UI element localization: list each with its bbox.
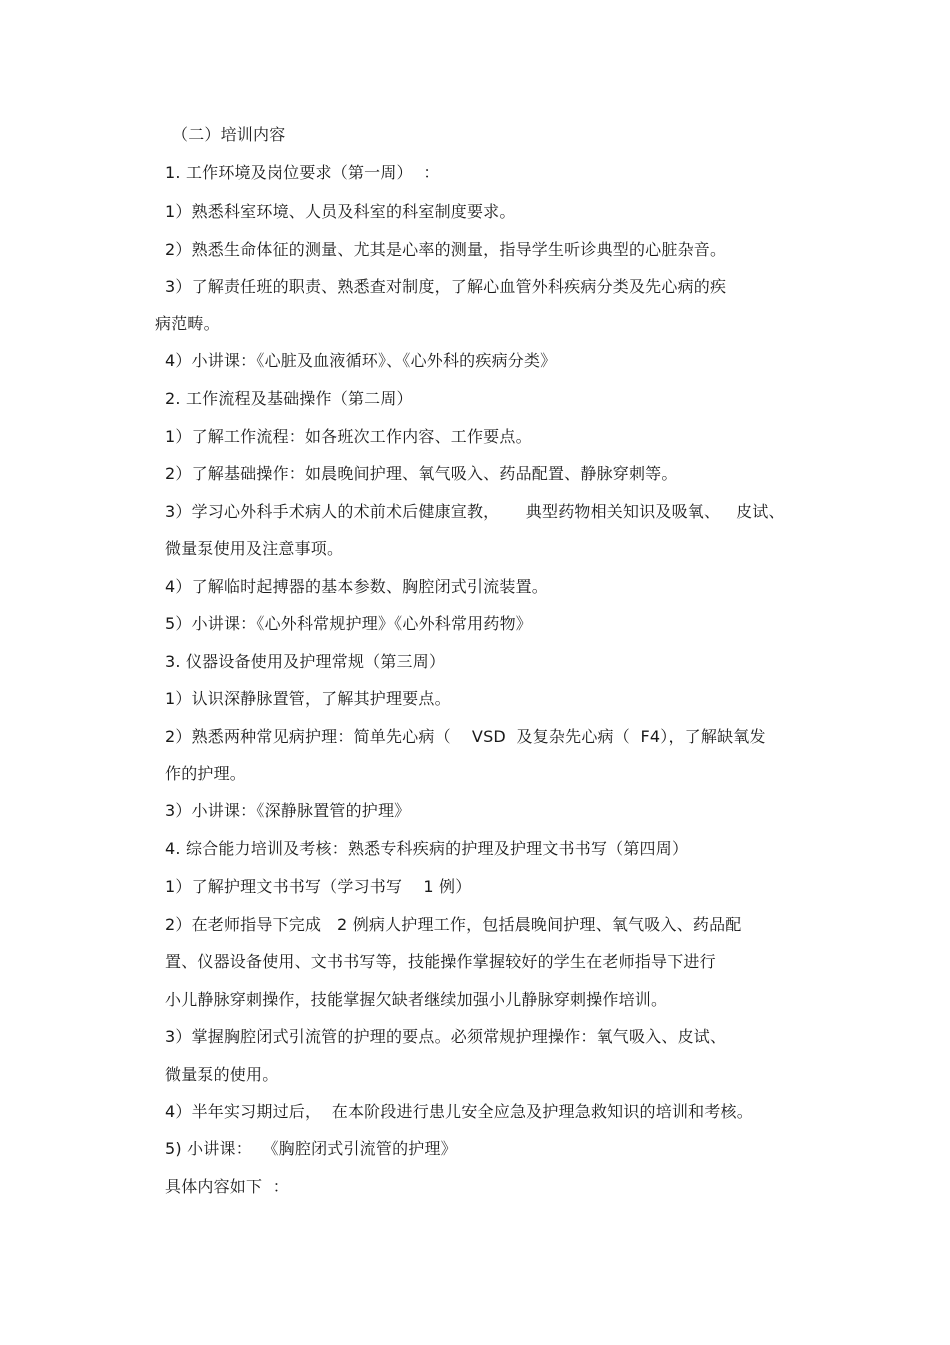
paragraph-line: 3）学习心外科手术病人的术前术后健康宣教， 典型药物相关知识及吸氧、 皮试、 <box>165 502 785 521</box>
week-3-heading: 3. 仪器设备使用及护理常规（第三周） <box>165 652 446 671</box>
paragraph-line: 5）小讲课：《心外科常规护理》《心外科常用药物》 <box>165 614 532 633</box>
paragraph-line: 微量泵的使用。 <box>165 1065 279 1084</box>
week-2-heading: 2. 工作流程及基础操作（第二周） <box>165 389 413 408</box>
paragraph-line: 3）掌握胸腔闭式引流管的护理的要点。必须常规护理操作：氧气吸入、皮试、 <box>165 1027 727 1046</box>
paragraph-line: 2）熟悉生命体征的测量、尤其是心率的测量，指导学生听诊典型的心脏杂音。 <box>165 240 727 259</box>
paragraph-line: 1）熟悉科室环境、人员及科室的科室制度要求。 <box>165 202 516 221</box>
week-4-heading: 4. 综合能力培训及考核：熟悉专科疾病的护理及护理文书书写（第四周） <box>165 839 689 858</box>
week-1-heading: 1. 工作环境及岗位要求（第一周） ： <box>165 163 440 182</box>
paragraph-line: 2）了解基础操作：如晨晚间护理、氧气吸入、药品配置、静脉穿刺等。 <box>165 464 678 483</box>
paragraph-line: 置、仪器设备使用、文书书写等，技能操作掌握较好的学生在老师指导下进行 <box>165 952 716 971</box>
paragraph-line: 4）了解临时起搏器的基本参数、胸腔闭式引流装置。 <box>165 577 548 596</box>
paragraph-line: 4）半年实习期过后， 在本阶段进行患儿安全应急及护理急救知识的培训和考核。 <box>165 1102 753 1121</box>
paragraph-line: 1）了解工作流程：如各班次工作内容、工作要点。 <box>165 427 532 446</box>
paragraph-line: 3）小讲课：《深静脉置管的护理》 <box>165 801 411 820</box>
paragraph-line: 1）认识深静脉置管，了解其护理要点。 <box>165 689 451 708</box>
paragraph-line: 作的护理。 <box>165 764 247 783</box>
section-heading: （二）培训内容 <box>172 125 286 144</box>
paragraph-line: 小儿静脉穿刺操作，技能掌握欠缺者继续加强小儿静脉穿刺操作培训。 <box>165 990 668 1009</box>
paragraph-line: 1）了解护理文书书写（学习书写 1 例） <box>165 877 472 896</box>
paragraph-line: 3）了解责任班的职责、熟悉查对制度，了解心血管外科疾病分类及先心病的疾 <box>165 277 727 296</box>
paragraph-line: 4）小讲课：《心脏及血液循环》、《心外科的疾病分类》 <box>165 351 557 370</box>
paragraph-line: 5) 小讲课： 《胸腔闭式引流管的护理》 <box>165 1139 457 1158</box>
paragraph-line: 微量泵使用及注意事项。 <box>165 539 344 558</box>
paragraph-line: 2）熟悉两种常见病护理：简单先心病（ VSD 及复杂先心病（ F4），了解缺氧发 <box>165 727 766 746</box>
paragraph-line: 2）在老师指导下完成 2 例病人护理工作，包括晨晚间护理、氧气吸入、药品配 <box>165 915 742 934</box>
paragraph-line: 具体内容如下 ： <box>165 1177 289 1196</box>
paragraph-line: 病范畴。 <box>155 314 220 333</box>
